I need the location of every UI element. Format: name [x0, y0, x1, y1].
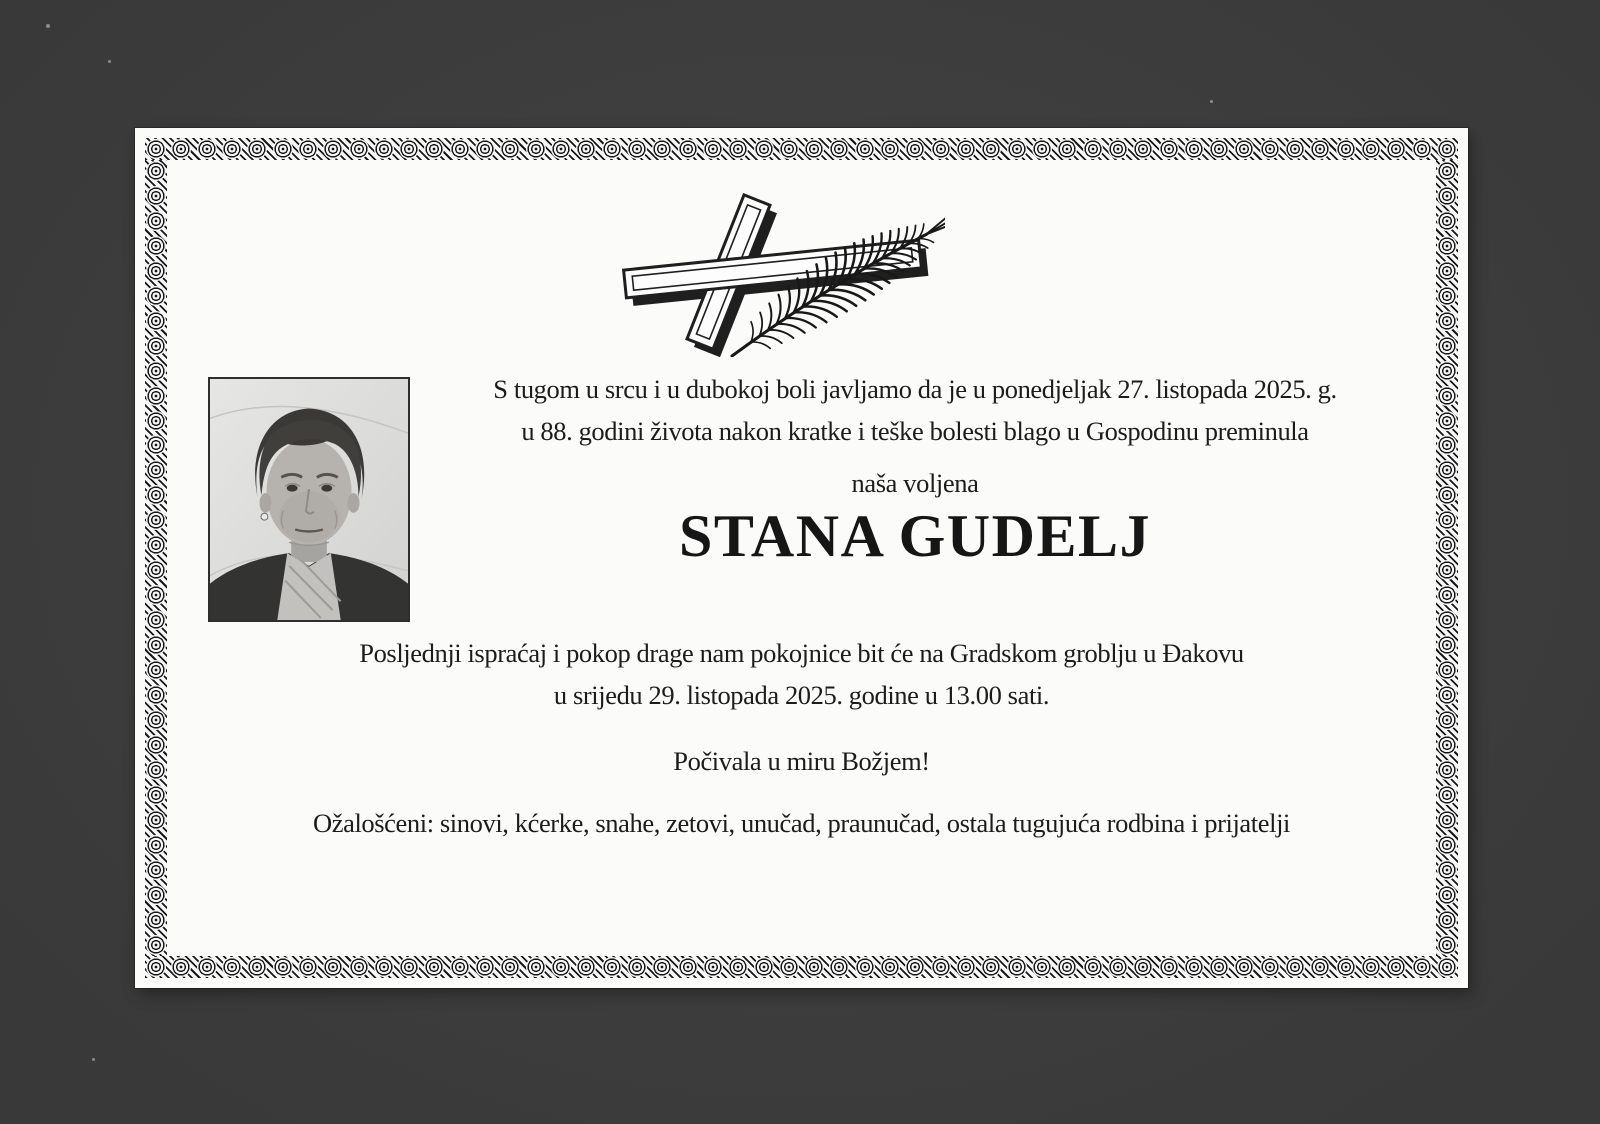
- chain-link-ornament: [146, 161, 166, 181]
- chain-link-ornament: [1437, 735, 1457, 755]
- chain-link-ornament: [1361, 139, 1381, 159]
- chain-link-ornament: [678, 139, 698, 159]
- chain-link-ornament: [1159, 139, 1179, 159]
- chain-link-ornament: [146, 186, 166, 206]
- chain-link-ornament: [652, 957, 672, 977]
- chain-link-ornament: [1437, 660, 1457, 680]
- chain-link-ornament: [855, 139, 875, 159]
- chain-link-ornament: [1108, 957, 1128, 977]
- chain-link-ornament: [728, 957, 748, 977]
- chain-link-ornament: [905, 957, 925, 977]
- chain-link-ornament: [146, 585, 166, 605]
- chain-link-ornament: [298, 139, 318, 159]
- scan-dust-speck: [108, 60, 111, 63]
- chain-link-ornament: [526, 139, 546, 159]
- chain-link-ornament: [424, 139, 444, 159]
- intro-line-2: u 88. godini života nakon kratke i teške bolesti blago u Gospodinu preminula: [521, 416, 1309, 446]
- chain-border-left: [145, 160, 167, 956]
- chain-link-ornament: [1057, 957, 1077, 977]
- beloved-line: naša voljena: [851, 468, 979, 498]
- chain-link-ornament: [1184, 957, 1204, 977]
- chain-link-ornament: [1310, 139, 1330, 159]
- portrait-photo-image: [210, 379, 408, 620]
- chain-link-ornament: [1437, 710, 1457, 730]
- chain-link-ornament: [1437, 860, 1457, 880]
- chain-link-ornament: [1057, 139, 1077, 159]
- chain-border-top: [145, 138, 1458, 160]
- chain-link-ornament: [1437, 236, 1457, 256]
- chain-link-ornament: [1437, 485, 1457, 505]
- chain-link-ornament: [500, 957, 520, 977]
- chain-link-ornament: [146, 610, 166, 630]
- chain-link-ornament: [1234, 139, 1254, 159]
- chain-link-ornament: [146, 835, 166, 855]
- chain-link-ornament: [1437, 610, 1457, 630]
- chain-link-ornament: [146, 386, 166, 406]
- chain-link-ornament: [146, 957, 166, 977]
- chain-link-ornament: [146, 236, 166, 256]
- chain-link-ornament: [1437, 186, 1457, 206]
- chain-link-ornament: [171, 139, 191, 159]
- funeral-line-2: u srijedu 29. listopada 2025. godine u 13.00 sati.: [553, 680, 1050, 710]
- chain-link-ornament: [298, 957, 318, 977]
- scan-dust-speck: [92, 1058, 95, 1061]
- chain-link-ornament: [602, 957, 622, 977]
- chain-link-ornament: [146, 311, 166, 331]
- chain-link-ornament: [222, 139, 242, 159]
- chain-link-ornament: [905, 139, 925, 159]
- chain-link-ornament: [1437, 336, 1457, 356]
- chain-link-ornament: [956, 957, 976, 977]
- chain-link-ornament: [551, 139, 571, 159]
- mourners-block: [167, 802, 1436, 844]
- chain-link-ornament: [146, 286, 166, 306]
- chain-link-ornament: [349, 139, 369, 159]
- chain-link-ornament: [146, 535, 166, 555]
- chain-link-ornament: [981, 139, 1001, 159]
- chain-link-ornament: [146, 910, 166, 930]
- chain-link-ornament: [1437, 261, 1457, 281]
- chain-link-ornament: [146, 560, 166, 580]
- memorial-card: [135, 128, 1468, 988]
- mourners-line: Ožalošćeni: sinovi, kćerke, snahe, zetovi, unučad, praunučad, ostala tugujuća rodbina i prijatelji: [312, 808, 1291, 838]
- chain-link-ornament: [1285, 957, 1305, 977]
- chain-link-ornament: [1336, 139, 1356, 159]
- portrait-photo: [208, 377, 410, 622]
- chain-border-bottom: [145, 956, 1458, 978]
- chain-link-ornament: [1437, 885, 1457, 905]
- chain-link-ornament: [146, 785, 166, 805]
- chain-link-ornament: [779, 957, 799, 977]
- chain-link-ornament: [1386, 957, 1406, 977]
- announcement-text-block: [415, 368, 1415, 568]
- chain-link-ornament: [146, 460, 166, 480]
- chain-link-ornament: [146, 710, 166, 730]
- chain-link-ornament: [1437, 810, 1457, 830]
- chain-link-ornament: [956, 139, 976, 159]
- chain-link-ornament: [602, 139, 622, 159]
- chain-link-ornament: [1209, 957, 1229, 977]
- chain-link-ornament: [728, 139, 748, 159]
- chain-link-ornament: [146, 510, 166, 530]
- chain-link-ornament: [500, 139, 520, 159]
- chain-link-ornament: [1184, 139, 1204, 159]
- chain-link-ornament: [323, 957, 343, 977]
- chain-link-ornament: [1437, 935, 1457, 955]
- chain-link-ornament: [146, 411, 166, 431]
- chain-link-ornament: [197, 139, 217, 159]
- chain-link-ornament: [829, 139, 849, 159]
- chain-link-ornament: [146, 211, 166, 231]
- chain-link-ornament: [171, 957, 191, 977]
- chain-link-ornament: [1437, 286, 1457, 306]
- chain-link-ornament: [146, 361, 166, 381]
- chain-link-ornament: [1437, 386, 1457, 406]
- chain-link-ornament: [1032, 139, 1052, 159]
- chain-link-ornament: [1133, 957, 1153, 977]
- chain-link-ornament: [1260, 957, 1280, 977]
- chain-link-ornament: [1386, 139, 1406, 159]
- chain-link-ornament: [1437, 560, 1457, 580]
- chain-link-ornament: [1285, 139, 1305, 159]
- chain-link-ornament: [146, 685, 166, 705]
- chain-link-ornament: [374, 957, 394, 977]
- chain-link-ornament: [146, 139, 166, 159]
- chain-link-ornament: [1437, 211, 1457, 231]
- chain-link-ornament: [146, 810, 166, 830]
- chain-link-ornament: [1437, 785, 1457, 805]
- chain-link-ornament: [197, 957, 217, 977]
- chain-link-ornament: [1083, 957, 1103, 977]
- chain-link-ornament: [247, 139, 267, 159]
- chain-link-ornament: [1310, 957, 1330, 977]
- chain-link-ornament: [931, 139, 951, 159]
- chain-link-ornament: [1437, 460, 1457, 480]
- chain-link-ornament: [1209, 139, 1229, 159]
- chain-link-ornament: [1437, 361, 1457, 381]
- chain-border-right: [1436, 160, 1458, 956]
- chain-link-ornament: [855, 957, 875, 977]
- chain-link-ornament: [804, 139, 824, 159]
- chain-link-ornament: [1108, 139, 1128, 159]
- chain-link-ornament: [1437, 139, 1457, 159]
- chain-link-ornament: [1437, 685, 1457, 705]
- chain-link-ornament: [1234, 957, 1254, 977]
- rest-in-peace-block: [167, 740, 1436, 782]
- chain-link-ornament: [829, 957, 849, 977]
- chain-link-ornament: [1032, 957, 1052, 977]
- chain-link-ornament: [1437, 411, 1457, 431]
- chain-link-ornament: [1437, 435, 1457, 455]
- chain-link-ornament: [273, 957, 293, 977]
- chain-link-ornament: [1007, 957, 1027, 977]
- chain-link-ornament: [627, 139, 647, 159]
- chain-link-ornament: [1437, 585, 1457, 605]
- chain-link-ornament: [222, 957, 242, 977]
- chain-link-ornament: [146, 485, 166, 505]
- chain-link-ornament: [1437, 760, 1457, 780]
- chain-link-ornament: [146, 261, 166, 281]
- chain-link-ornament: [1361, 957, 1381, 977]
- chain-link-ornament: [450, 139, 470, 159]
- funeral-details-block: [167, 632, 1436, 716]
- chain-link-ornament: [1437, 835, 1457, 855]
- chain-link-ornament: [551, 957, 571, 977]
- chain-link-ornament: [146, 336, 166, 356]
- chain-link-ornament: [146, 935, 166, 955]
- intro-line-1: S tugom u srcu i u dubokoj boli javljamo da je u ponedjeljak 27. listopada 2025. g.: [493, 374, 1337, 404]
- chain-link-ornament: [1412, 139, 1432, 159]
- chain-link-ornament: [424, 957, 444, 977]
- chain-link-ornament: [931, 957, 951, 977]
- chain-link-ornament: [880, 957, 900, 977]
- chain-link-ornament: [273, 139, 293, 159]
- chain-link-ornament: [146, 735, 166, 755]
- chain-link-ornament: [1437, 910, 1457, 930]
- chain-link-ornament: [1437, 161, 1457, 181]
- chain-link-ornament: [1159, 957, 1179, 977]
- chain-link-ornament: [1412, 957, 1432, 977]
- funeral-line-1: Posljednji ispraćaj i pokop drage nam pokojnice bit će na Gradskom groblju u Đakovu: [359, 638, 1244, 668]
- chain-link-ornament: [703, 957, 723, 977]
- chain-link-ornament: [754, 957, 774, 977]
- chain-link-ornament: [349, 957, 369, 977]
- chain-link-ornament: [703, 139, 723, 159]
- chain-link-ornament: [576, 139, 596, 159]
- chain-link-ornament: [981, 957, 1001, 977]
- chain-link-ornament: [576, 957, 596, 977]
- chain-link-ornament: [1437, 957, 1457, 977]
- chain-link-ornament: [399, 957, 419, 977]
- chain-link-ornament: [374, 139, 394, 159]
- chain-link-ornament: [1260, 139, 1280, 159]
- chain-link-ornament: [1437, 510, 1457, 530]
- cross-and-palm-icon: [615, 192, 945, 357]
- chain-link-ornament: [475, 957, 495, 977]
- rest-in-peace-line: Počivala u miru Božjem!: [673, 746, 930, 776]
- chain-link-ornament: [146, 435, 166, 455]
- chain-link-ornament: [1083, 139, 1103, 159]
- chain-link-ornament: [450, 957, 470, 977]
- chain-link-ornament: [1437, 635, 1457, 655]
- chain-link-ornament: [146, 660, 166, 680]
- chain-link-ornament: [1437, 535, 1457, 555]
- chain-link-ornament: [652, 139, 672, 159]
- chain-link-ornament: [804, 957, 824, 977]
- chain-link-ornament: [1336, 957, 1356, 977]
- chain-link-ornament: [526, 957, 546, 977]
- chain-link-ornament: [146, 885, 166, 905]
- chain-link-ornament: [1437, 311, 1457, 331]
- chain-link-ornament: [1007, 139, 1027, 159]
- chain-link-ornament: [779, 139, 799, 159]
- chain-link-ornament: [323, 139, 343, 159]
- chain-link-ornament: [146, 760, 166, 780]
- chain-link-ornament: [146, 635, 166, 655]
- scan-dust-speck: [1210, 100, 1213, 103]
- chain-link-ornament: [399, 139, 419, 159]
- chain-link-ornament: [678, 957, 698, 977]
- chain-link-ornament: [247, 957, 267, 977]
- chain-link-ornament: [146, 860, 166, 880]
- chain-link-ornament: [754, 139, 774, 159]
- chain-link-ornament: [475, 139, 495, 159]
- chain-link-ornament: [880, 139, 900, 159]
- chain-link-ornament: [1133, 139, 1153, 159]
- scan-dust-speck: [46, 24, 50, 28]
- deceased-name: STANA GUDELJ: [679, 503, 1151, 569]
- chain-link-ornament: [627, 957, 647, 977]
